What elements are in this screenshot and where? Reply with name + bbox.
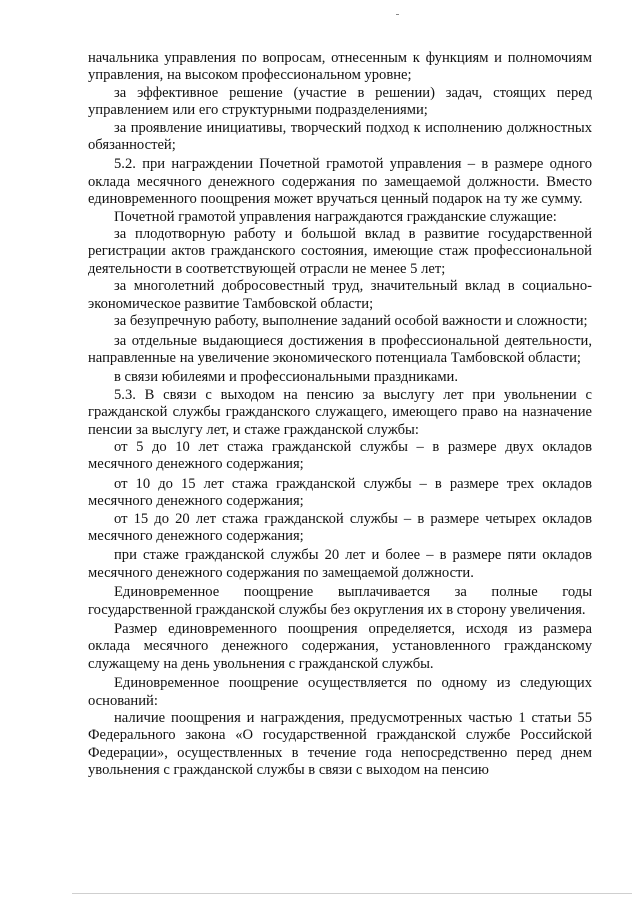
document-body — [88, 50, 592, 780]
paragraph-full-years: Единовременное поощрение выплачивается за полные годы государственной гражданской службы без округления их в сторону увеличения. — [88, 584, 592, 618]
paragraph-5-to-10-years: от 5 до 10 лет стажа гражданской службы – в размере двух окладов месячного денежного содержания; — [88, 438, 592, 473]
paragraph-5-2: 5.2. при награждении Почетной грамотой управления – в размере одного оклада месячного денежного содержания по замещаемой должности. Вместо единовременного поощрения может вручаться ценный подарок на ту же сумму. — [88, 156, 592, 208]
paragraph-continuation: начальника управления по вопросам, отнесенным к функциям и полномочиям управления, на высоком профессиональном уровне; — [88, 50, 592, 84]
scan-bottom-edge — [72, 893, 632, 894]
paragraph-initiative: за проявление инициативы, творческий подход к исполнению должностных обязанностей; — [88, 119, 592, 154]
paragraph-anniversaries: в связи юбилеями и профессиональными праздниками. — [114, 369, 459, 386]
paragraph-long-service: за многолетний добросовестный труд, значительный вклад в социально-экономическое развитие Тамбовской области; — [88, 278, 592, 312]
paragraph-grounds: Единовременное поощрение осуществляется по одному из следующих оснований: — [88, 675, 592, 709]
paragraph-awarded-employees: Почетной грамотой управления награждаются гражданские служащие: — [114, 208, 557, 225]
paragraph-amount-basis: Размер единовременного поощрения определяется, исходя из размера оклада месячного денежного содержания, установленного гражданскому служащему на день увольнения с гражданской службы. — [88, 621, 592, 672]
paragraph-20-plus-years: при стаже гражданской службы 20 лет и более – в размере пяти окладов месячного денежного содержания по замещаемой должности. — [88, 547, 592, 581]
paragraph-article-55: наличие поощрения и награждения, предусмотренных частью 1 статьи 55 Федерального закона «О государственной гражданской службе Российской Федерации», осуществленных в течение года непосредственно перед днем увольнения с гражданской службы в связи с выходом на пенсию — [88, 710, 592, 779]
paragraph-fruitful-work: за плодотворную работу и большой вклад в развитие государственной регистрации актов гражданского состояния, имеющие стаж профессиональной деятельности в соответствующей отрасли не менее 5 лет; — [88, 226, 592, 277]
paragraph-achievements: за отдельные выдающиеся достижения в профессиональной деятельности, направленные на увеличение экономического потенциала Тамбовской области; — [88, 332, 592, 366]
paragraph-10-to-15-years: от 10 до 15 лет стажа гражданской службы – в размере трех окладов месячного денежного содержания; — [88, 475, 592, 510]
paragraph-effective-solution: за эффективное решение (участие в решении) задач, стоящих перед управлением или его структурными подразделениями; — [88, 84, 592, 119]
paragraph-15-to-20-years: от 15 до 20 лет стажа гражданской службы – в размере четырех окладов месячного денежного содержания; — [88, 510, 592, 544]
scan-speck — [396, 14, 399, 15]
paragraph-impeccable-work: за безупречную работу, выполнение заданий особой важности и сложности; — [114, 313, 588, 330]
paragraph-5-3: 5.3. В связи с выходом на пенсию за выслугу лет при увольнении с гражданской службы гражданского служащего, имеющего право на назначение пенсии за выслугу лет, и стаже гражданской службы: — [88, 386, 592, 438]
